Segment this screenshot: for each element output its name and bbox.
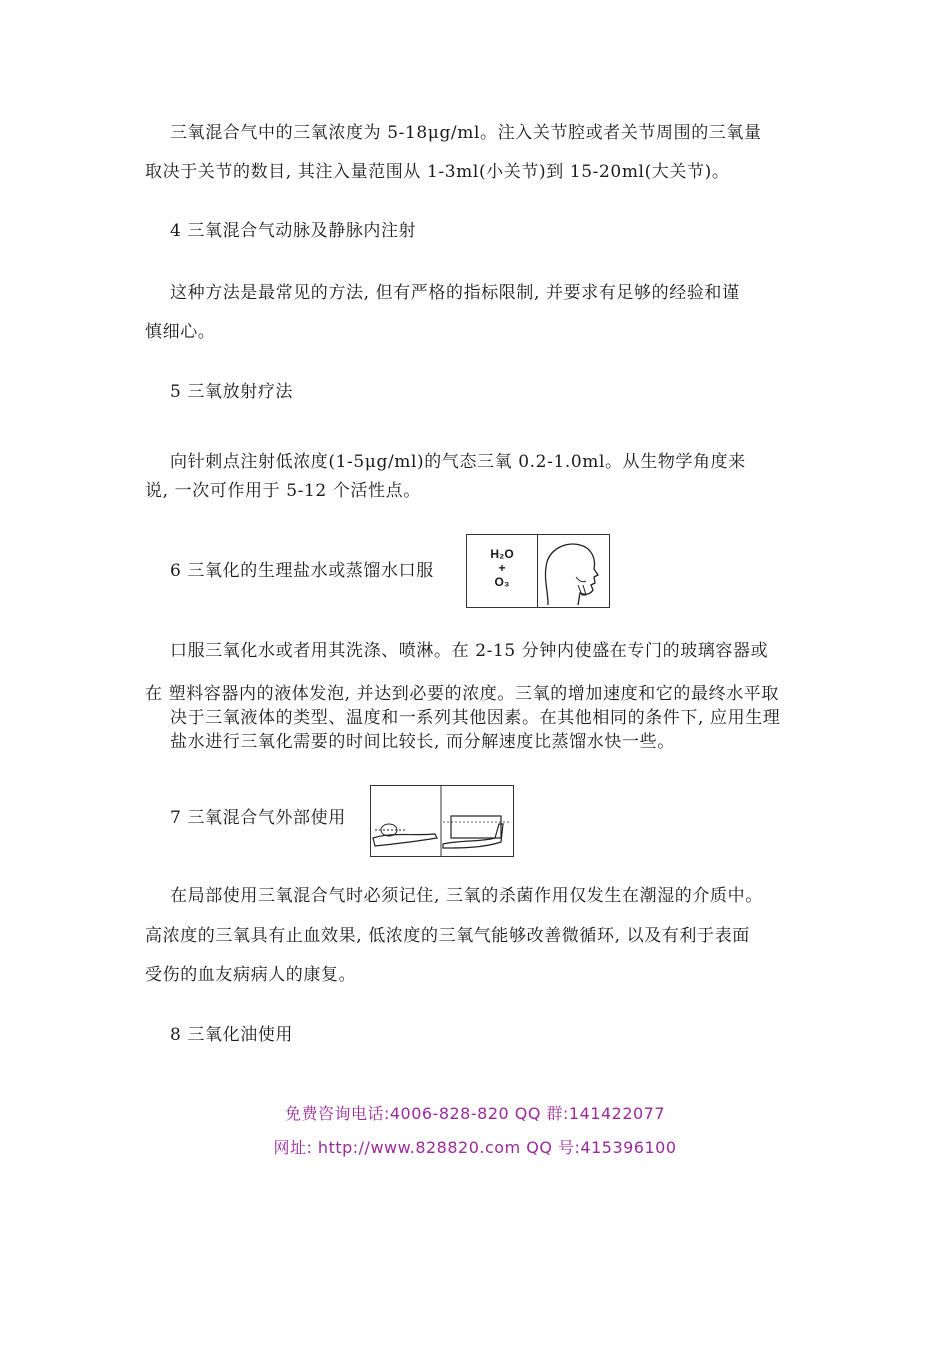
para6-line4: 盐水进行三氧化需要的时间比较长, 而分解速度比蒸馏水快一些。 [170,732,675,752]
para6-line2: 在 塑料容器内的液体发泡, 并达到必要的浓度。三氧的增加速度和它的最终水平取 [145,684,780,704]
figure-head-profile [538,535,609,607]
para7-line2: 高浓度的三氧具有止血效果, 低浓度的三氧气能够改善微循环, 以及有利于表面 [145,926,750,946]
para7-line1: 在局部使用三氧混合气时必须记住, 三氧的杀菌作用仅发生在潮湿的介质中。 [170,886,763,906]
footer-contact-phone: 免费咨询电话:4006-828-820 QQ 群:141422077 [284,1104,666,1123]
figure-formula-o3: O₃ [494,575,510,589]
figure-formula-h2o: H₂O [490,547,514,561]
heading-7: 7 三氧混合气外部使用 [170,808,346,828]
footer-website: 网址: http://www.828820.com QQ 号:415396100 [273,1138,677,1157]
figure-formula-panel [467,535,538,607]
para7-line3: 受伤的血友病病人的康复。 [145,965,357,985]
heading-4: 4 三氧混合气动脉及静脉内注射 [170,221,417,241]
figure-formula-plus: + [498,561,506,575]
heading-6: 6 三氧化的生理盐水或蒸馏水口服 [170,561,434,581]
para5-line2: 说, 一次可作用于 5-12 个活性点。 [145,481,421,501]
para5-line1: 向针刺点注射低浓度(1-5μg/ml)的气态三氧 0.2-1.0ml。从生物学角度来 [170,452,746,472]
para1-line1: 三氧混合气中的三氧浓度为 5-18μg/ml。注入关节腔或者关节周围的三氧量 [170,123,762,143]
figure-oral-ozonated-water [466,534,610,608]
figure-external-use [370,785,514,857]
para1-line2: 取决于关节的数目, 其注入量范围从 1-3ml(小关节)到 15-20ml(大关节)。 [145,162,730,182]
heading-5: 5 三氧放射疗法 [170,382,294,402]
para6-line3: 决于三氧液体的类型、温度和一系列其他因素。在其他相同的条件下, 应用生理 [170,708,781,728]
heading-8: 8 三氧化油使用 [170,1025,294,1045]
para4-line1: 这种方法是最常见的方法, 但有严格的指标限制, 并要求有足够的经验和谨 [170,283,740,303]
para6-line1: 口服三氧化水或者用其洗涤、喷淋。在 2-15 分钟内使盛在专门的玻璃容器或 [170,641,769,661]
para4-line2: 慎细心。 [145,322,216,342]
